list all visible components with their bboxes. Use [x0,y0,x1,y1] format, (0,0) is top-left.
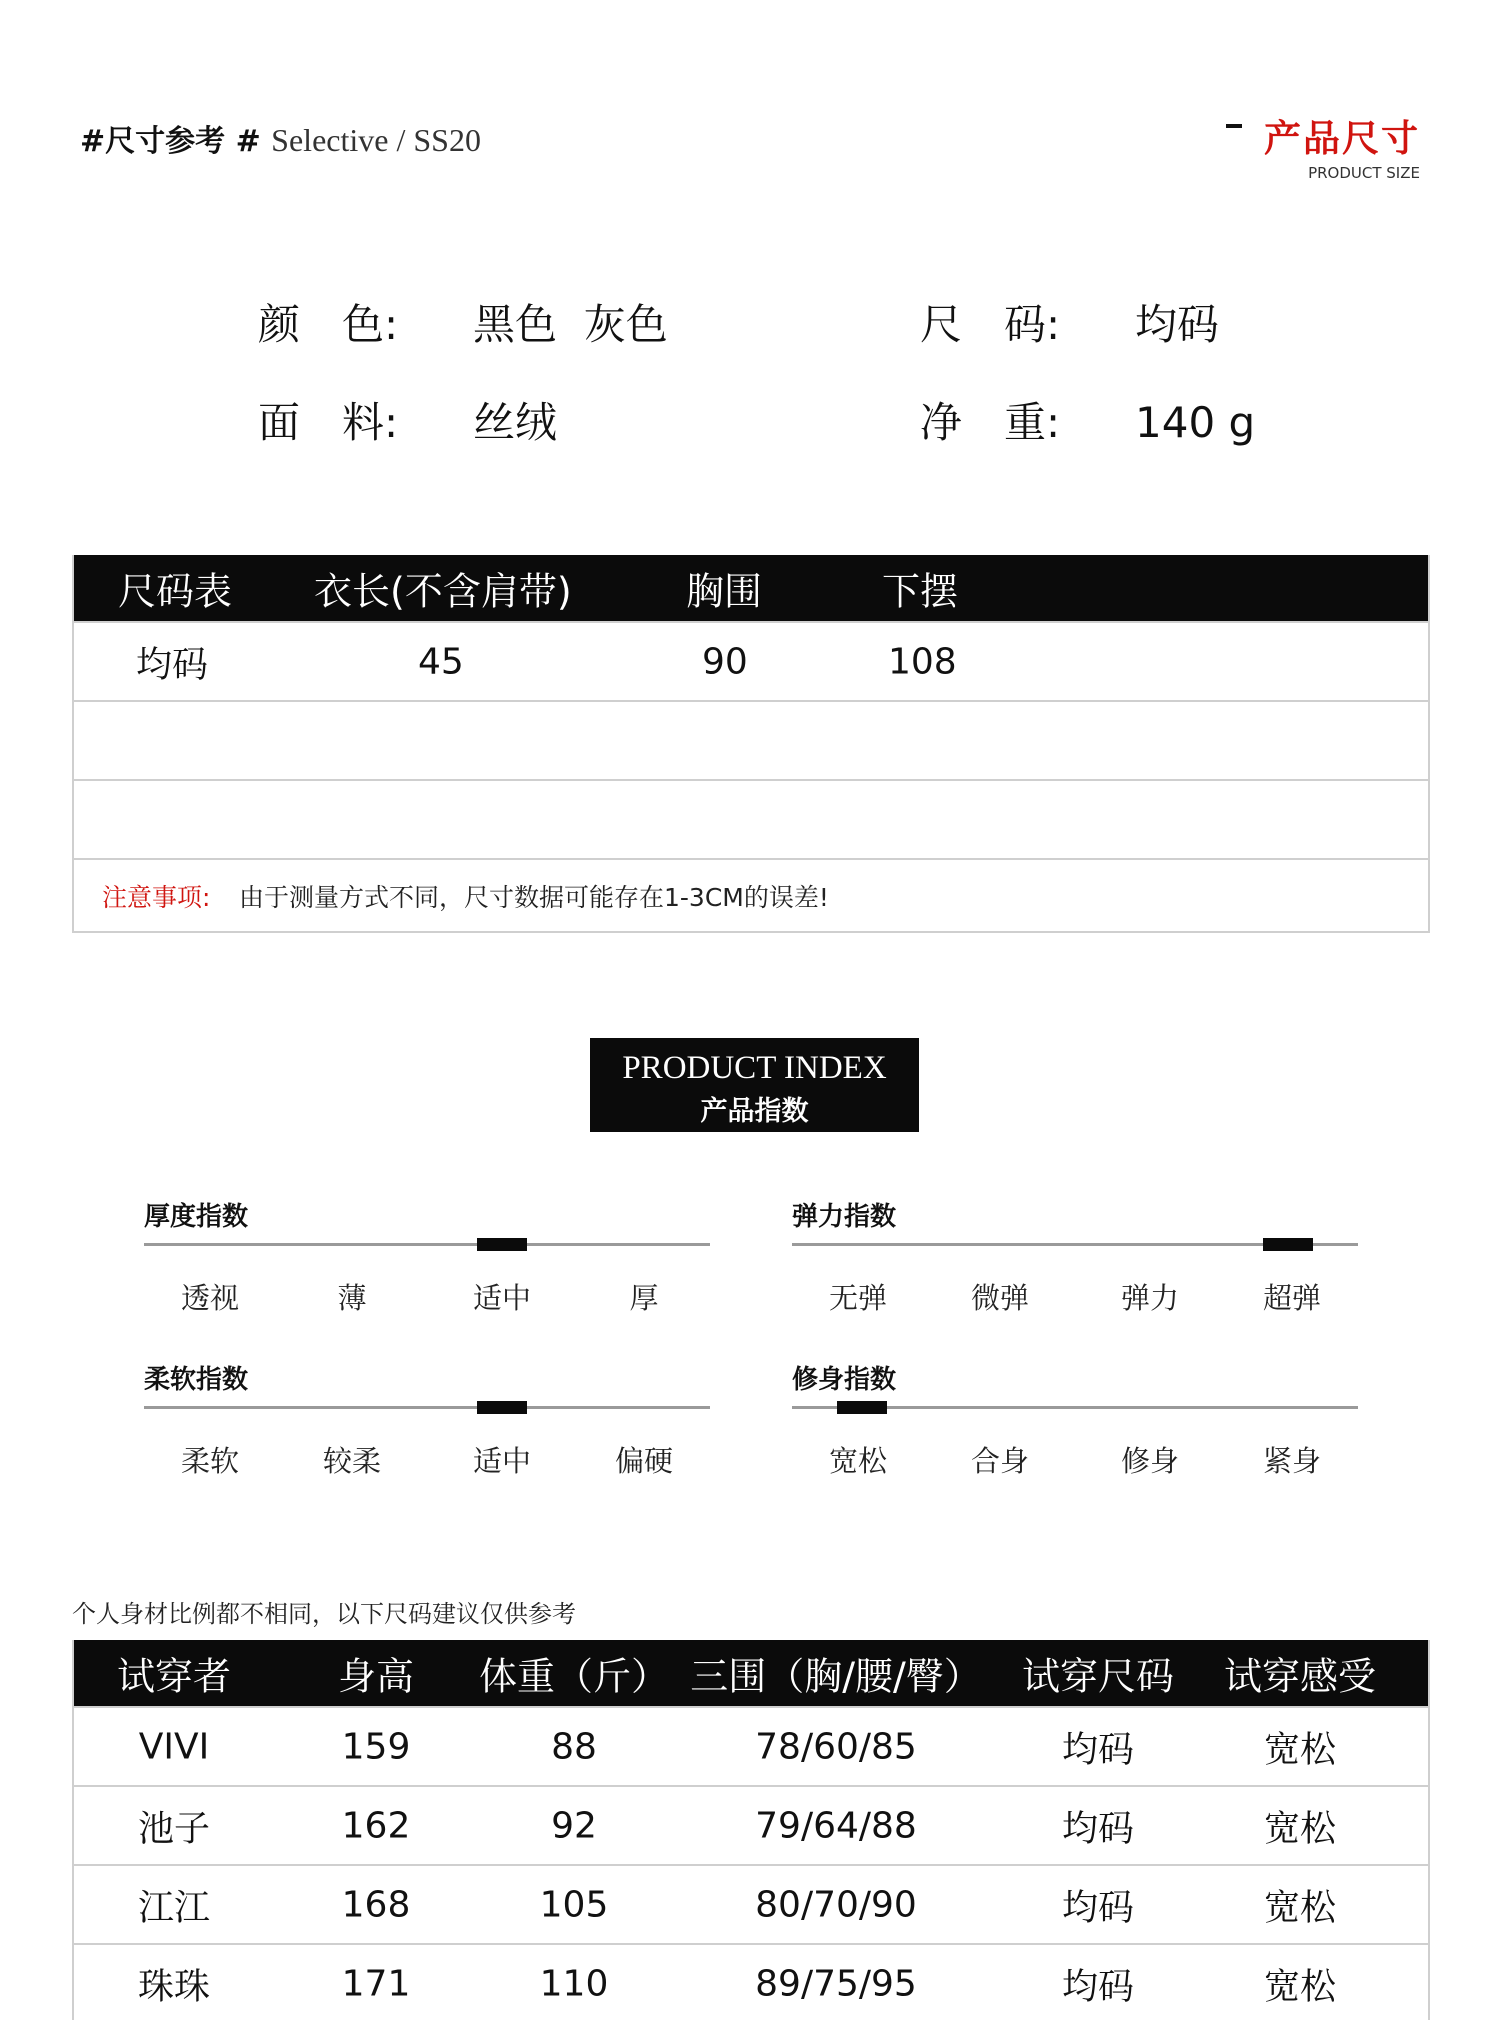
note-label: 注意事项: [102,882,211,912]
table-cell: 168 [341,1884,411,1925]
spec-size [920,292,1219,352]
table-cell: 均码 [1061,1729,1135,1770]
spec-color-value: 黑色 灰色 [473,300,668,349]
size-table-header-cell: 下摆 [882,569,959,614]
table-cell: 89/75/95 [755,1963,917,2004]
scale-option: 偏硬 [614,1444,674,1478]
try-on-header-cell: 试穿尺码 [1021,1654,1175,1699]
scale-option: 合身 [970,1444,1030,1478]
try-on-header-cell: 三围（胸/腰/臀） [690,1654,982,1699]
scale-title: 修身指数 [792,1365,897,1395]
table-cell: 均码 [1061,1808,1135,1849]
header-tagline [80,116,481,160]
scale-option: 透视 [180,1281,240,1315]
spec-weight-value: 140 g [1135,398,1256,447]
try-on-table-header [74,1640,1428,1706]
table-cell: 92 [551,1805,597,1846]
note-text: 由于测量方式不同，尺寸数据可能存在1-3CM的误差! [239,882,829,912]
table-cell: 78/60/85 [755,1726,917,1767]
size-table-header-cell: 衣长(不含肩带) [314,569,572,614]
scale-title: 厚度指数 [144,1202,249,1232]
spec-weight [920,390,1255,450]
scale-option: 薄 [337,1281,367,1315]
table-cell: 均码 [1061,1966,1135,2007]
scale-marker [477,1238,527,1251]
scale-marker [837,1401,887,1414]
table-cell: 宽松 [1263,1887,1337,1928]
spec-weight-label: 净 重: [920,398,1061,447]
scale-track [144,1406,710,1409]
table-cell: 159 [341,1726,411,1767]
scale-option: 修身 [1120,1444,1180,1478]
product-index-title-cn: 产品指数 [700,1096,809,1127]
try-on-header-cell: 试穿感受 [1223,1654,1377,1699]
scale-option: 微弹 [970,1281,1030,1315]
scale-option: 弹力 [1120,1281,1180,1315]
section-title-cn: 产品尺寸 [1264,117,1420,160]
table-cell: 宽松 [1263,1808,1337,1849]
measurement-note [74,858,1428,931]
scale-option: 适中 [472,1281,532,1315]
try-on-header-cell: 身高 [337,1654,415,1699]
table-cell: 宽松 [1263,1966,1337,2007]
scale-option: 较柔 [322,1444,382,1478]
table-cell: 均码 [136,644,209,685]
spec-fabric-value: 丝绒 [473,398,558,447]
scale-marker [477,1401,527,1414]
table-cell: 池子 [137,1808,211,1849]
table-cell: 江江 [137,1887,211,1928]
table-cell: 均码 [1061,1887,1135,1928]
spec-color-label: 颜 色: [258,300,399,349]
try-on-header-cell: 体重（斤） [478,1654,670,1699]
size-table-header [74,555,1428,621]
product-index-badge [590,1038,919,1132]
spec-size-value: 均码 [1135,300,1220,349]
scale-title: 柔软指数 [144,1365,249,1395]
table-row-empty [74,779,1428,858]
table-cell: 110 [539,1963,609,2004]
fit-disclaimer: 个人身材比例都不相同，以下尺码建议仅供参考 [72,1600,576,1628]
spec-size-label: 尺 码: [920,300,1061,349]
spec-fabric-label: 面 料: [258,398,399,447]
table-cell: 88 [551,1726,597,1767]
header-section-title [1264,108,1420,182]
scale-title: 弹力指数 [792,1202,897,1232]
scale-option: 宽松 [828,1444,888,1478]
scale-option: 厚 [629,1281,659,1315]
product-index-title-en: PRODUCT INDEX [622,1050,887,1086]
table-cell: 珠珠 [137,1966,211,2007]
table-cell: VIVI [138,1726,210,1767]
table-row [74,1864,1428,1943]
table-cell: 171 [341,1963,411,2004]
header-tagline-cn: #尺寸参考 # [80,124,261,159]
table-cell: 108 [888,641,957,682]
scale-option: 紧身 [1262,1444,1322,1478]
table-cell: 105 [539,1884,609,1925]
table-row [74,621,1428,700]
try-on-table [72,1640,1430,2020]
size-table [72,555,1430,933]
scale-marker [1263,1238,1313,1251]
size-table-header-cell: 胸围 [686,569,763,614]
scale-option: 无弹 [828,1281,888,1315]
spec-color [258,292,668,352]
table-cell: 45 [418,641,464,682]
section-title-en: PRODUCT SIZE [1308,164,1420,182]
table-row [74,1706,1428,1785]
table-cell: 162 [341,1805,411,1846]
scale-option: 适中 [472,1444,532,1478]
scale-track [144,1243,710,1246]
scale-option: 柔软 [180,1444,240,1478]
table-cell: 90 [702,641,748,682]
table-cell: 80/70/90 [755,1884,917,1925]
table-cell: 宽松 [1263,1729,1337,1770]
title-dash [1226,124,1242,128]
header-tagline-en: Selective / SS20 [271,122,481,158]
table-row [74,1785,1428,1864]
spec-fabric [258,390,557,450]
scale-option: 超弹 [1262,1281,1322,1315]
table-cell: 79/64/88 [755,1805,917,1846]
table-row-empty [74,700,1428,779]
try-on-header-cell: 试穿者 [116,1654,232,1699]
size-table-header-cell: 尺码表 [118,569,233,614]
table-row [74,1943,1428,2020]
